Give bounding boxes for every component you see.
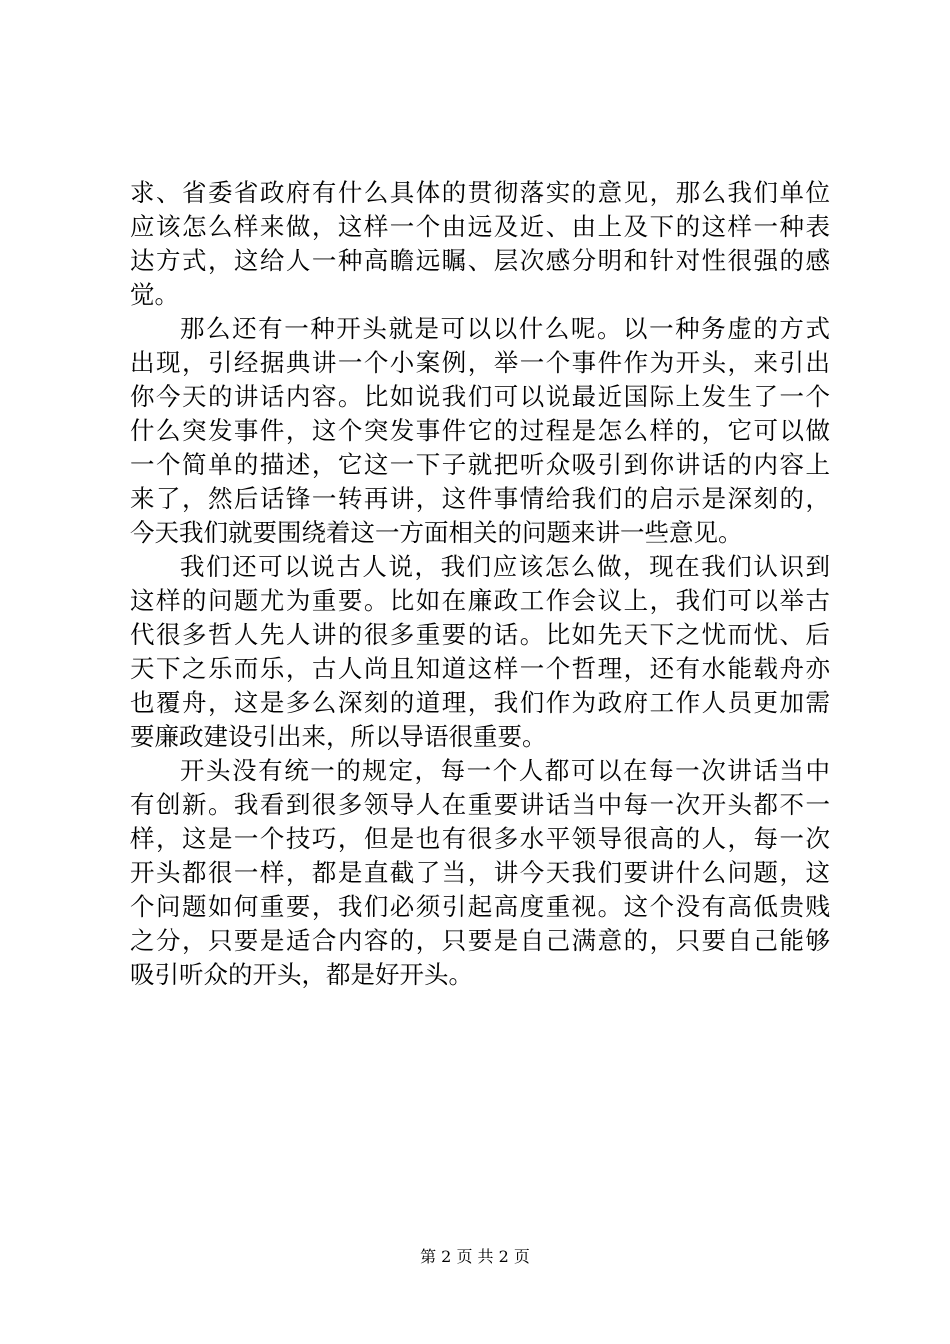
- text-line: 一个简单的描述，它这一下子就把听众吸引到你讲话的内容上: [130, 450, 830, 479]
- text-line: 求、省委省政府有什么具体的贯彻落实的意见，那么我们单位: [130, 178, 830, 207]
- document-body: [130, 176, 830, 992]
- text-line: 应该怎么样来做，这样一个由远及近、由上及下的这样一种表: [130, 212, 830, 241]
- page-footer: [0, 1244, 950, 1267]
- text-line: 那么还有一种开头就是可以以什么呢。以一种务虚的方式: [180, 314, 830, 343]
- text-line: 有创新。我看到很多领导人在重要讲话当中每一次开头都不一: [130, 790, 830, 819]
- text-line: 也覆舟，这是多么深刻的道理，我们作为政府工作人员更加需: [130, 688, 830, 717]
- text-line: 我们还可以说古人说，我们应该怎么做，现在我们认识到: [180, 552, 830, 581]
- page-number-label: 第 2 页 共 2 页: [420, 1247, 530, 1266]
- text-line: 样，这是一个技巧，但是也有很多水平领导很高的人，每一次: [130, 824, 830, 853]
- text-line: 这样的问题尤为重要。比如在廉政工作会议上，我们可以举古: [130, 586, 830, 615]
- text-line: 代很多哲人先人讲的很多重要的话。比如先天下之忧而忧、后: [130, 620, 830, 649]
- text-line: 什么突发事件，这个突发事件它的过程是怎么样的，它可以做: [130, 416, 830, 445]
- text-line: 开头都很一样，都是直截了当，讲今天我们要讲什么问题，这: [130, 858, 830, 887]
- text-line: 个问题如何重要，我们必须引起高度重视。这个没有高低贵贱: [130, 892, 830, 921]
- text-line: 天下之乐而乐，古人尚且知道这样一个哲理，还有水能载舟亦: [130, 654, 830, 683]
- text-line: 开头没有统一的规定，每一个人都可以在每一次讲话当中: [180, 756, 830, 785]
- text-line: 出现，引经据典讲一个小案例，举一个事件作为开头，来引出: [130, 348, 830, 377]
- text-line: 要廉政建设引出来，所以导语很重要。: [130, 722, 547, 751]
- text-line: 吸引听众的开头，都是好开头。: [130, 960, 473, 989]
- text-line: 你今天的讲话内容。比如说我们可以说最近国际上发生了一个: [130, 382, 830, 411]
- text-line: 觉。: [130, 280, 179, 309]
- text-line: 今天我们就要围绕着这一方面相关的问题来讲一些意见。: [130, 518, 743, 547]
- text-line: 之分，只要是适合内容的，只要是自己满意的，只要自己能够: [130, 926, 830, 955]
- text-line: 达方式，这给人一种高瞻远瞩、层次感分明和针对性很强的感: [130, 246, 830, 275]
- text-line: 来了，然后话锋一转再讲，这件事情给我们的启示是深刻的，: [130, 484, 830, 513]
